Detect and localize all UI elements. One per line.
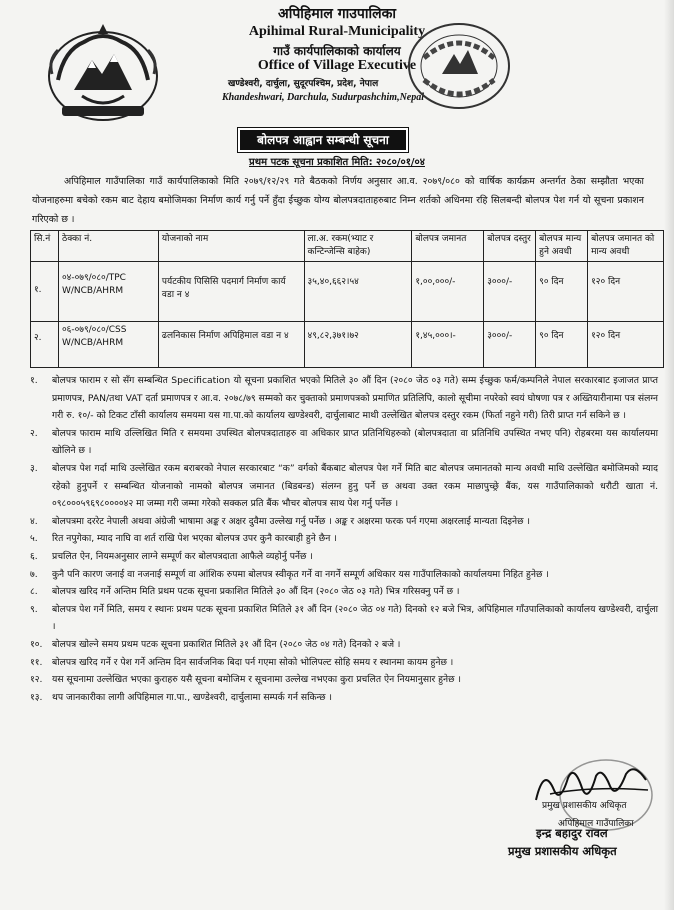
- term-number: ८.: [30, 586, 38, 598]
- term-number: १०.: [30, 638, 43, 650]
- table-cell: १२० दिन: [588, 322, 664, 368]
- table-cell: ढलनिकास निर्माण अपिहिमाल वडा न ४: [158, 322, 304, 368]
- address-np: खण्डेश्वरी, दार्चुला, सुदूरपश्चिम, प्रदेश, नेपाल: [228, 79, 379, 89]
- term-text: बोलपत्रमा दररेट नेपाली अथवा अंग्रेजी भाषामा अङ्क र अक्षर दुवैमा उल्लेख गर्नु पर्नेछ । अङ्क र अक्षरमा फरक पर्न गएमा अक्षरलाई मान्यता दिइनेछ ।: [52, 515, 530, 527]
- table-cell: पर्यटकीय पिसिसि पदमार्ग निर्माण कार्य वडा न ४: [158, 262, 304, 322]
- table-cell: १,००,०००/-: [412, 262, 484, 322]
- signatory-title: प्रमुख प्रशासकीय अधिकृत: [508, 844, 617, 858]
- list-item: [30, 460, 658, 513]
- list-item: [30, 530, 658, 548]
- list-item: [30, 425, 658, 460]
- term-text: थप जानकारीका लागी अपिहिमाल गा.पा., खण्डेश्वरी, दार्चुलामा सम्पर्क गर्न सकिन्छ ।: [52, 691, 332, 703]
- term-text: बोलपत्र फाराम र सो सँग सम्बन्धित Specification यो सूचना प्रकाशित भएको मितिले ३० औं दिन (२०८० जेठ ०३ गते) सम्म ईच्छुक फर्म/कम्पनिले नेपाल सरकारबाट इजाजत प्राप्त प्रमाणपत्र, PAN/तथा VAT दर्ता प्रमाणपत्र र आ.व. २०७८/७९ सम्मको कर चुक्ताको प्रमाणपत्रको प्रमाणित प्रतिलिपि, कालो सूचीमा नपरेको स्वयं घोषणा पत्र र अख्तियारीनामा पत्र संलग्न गरी रु. १०/- को टिकट टाँसी कार्यालय समयमा यस गा.पा.को कार्यालय खण्डेश्वरी, दार्चुलाबाट माथी उल्लेखित बोलपत्र दस्तुर रकम (फिर्ता नहुने गरी) तिरी प्राप्त गर्न सकिने छ ।: [52, 375, 658, 422]
- list-item: [30, 513, 658, 531]
- table-cell: ०४-०७९/०८०/TPC W/NCB/AHRM: [58, 262, 158, 322]
- table-row: [31, 262, 664, 322]
- notice-title: बोलपत्र आह्वान सम्बन्धी सूचना: [238, 128, 408, 152]
- table-header-cell: ठेक्का नं.: [58, 231, 158, 262]
- office-name-en: Office of Village Executive: [257, 58, 417, 73]
- term-text: यस सूचनामा उल्लेखित भएका कुराहरु यसै सूचना बमोजिम र सूचनामा उल्लेख नभएका कुरा प्रचलित ऐन नियमानुसार हुनेछ ।: [52, 674, 461, 686]
- signatory-name: इन्द्र बहादुर रावल: [536, 826, 608, 840]
- table-cell: ०६-०७९/०८०/CSS W/NCB/AHRM: [58, 322, 158, 368]
- table-row: [31, 322, 664, 368]
- table-header-cell: बोलपत्र दस्तुर: [484, 231, 536, 262]
- address-en: Khandeshwari, Darchula, Sudurpashchim,Nepal: [222, 92, 425, 103]
- signature-office: अपिहिमाल गाउँपालिका: [558, 819, 634, 829]
- table-header-cell: बोलपत्र जमानत को मान्य अवधी: [588, 231, 664, 262]
- term-number: ३.: [30, 462, 38, 474]
- tender-table: [30, 230, 664, 368]
- list-item: [30, 601, 658, 636]
- list-item: [30, 689, 658, 707]
- list-item: [30, 372, 658, 425]
- term-number: ५.: [30, 533, 38, 545]
- term-text: बोलपत्र खोल्ने समय प्रथम पटक सूचना प्रकाशित मितिले ३१ औं दिन (२०८० जेठ ०४ गते) दिनको २ बजे ।: [52, 638, 401, 650]
- table-cell: १,४५,०००।-: [412, 322, 484, 368]
- municipality-name-en: Apihimal Rural-Municipality: [248, 24, 426, 39]
- signature-designation: प्रमुख प्रशासकीय अधिकृत: [542, 801, 627, 811]
- office-stamp-icon: [404, 18, 514, 114]
- list-item: [30, 583, 658, 601]
- term-number: ४.: [30, 515, 38, 527]
- notice-subtitle: प्रथम पटक सूचना प्रकाशित मिति: २०८०/०१/०४: [249, 157, 425, 168]
- table-header-cell: बोलपत्र मान्य हुने अवधी: [536, 231, 588, 262]
- term-number: ६.: [30, 550, 38, 562]
- term-number: २.: [30, 427, 38, 439]
- term-text: बोलपत्र फाराम माथि उल्लिखित मिति र समयमा उपस्थित बोलपत्रदाताहरु वा अधिकार प्राप्त प्रतिनिधिहरुको (बोलपत्रदाता वा प्रतिनिधि उपस्थित नभए पनि) रोहबरमा यस कार्यालयमा खोलिने छ ।: [52, 427, 658, 457]
- table-header-cell: ला.अ. रकम(भ्याट र कन्टिन्जेन्सि बाहेक): [304, 231, 412, 262]
- table-cell: २.: [31, 322, 59, 368]
- term-number: ७.: [30, 568, 38, 580]
- list-item: [30, 654, 658, 672]
- term-number: ९.: [30, 603, 38, 615]
- table-cell: ४९,८२,३७१।७२: [304, 322, 412, 368]
- term-text: बोलपत्र खरिद गर्ने अन्तिम मिति प्रथम पटक सूचना प्रकाशित मितिले ३० औं दिन (२०८० जेठ ०३ गते) भित्र गरिसक्नु पर्ने छ ।: [52, 586, 460, 598]
- list-item: [30, 548, 658, 566]
- term-text: रित नपुगेका, म्याद नाघि वा शर्त राखि पेश भएका बोलपत्र उपर कुनै कारबाही हुने छैन ।: [52, 533, 337, 545]
- list-item: [30, 636, 658, 654]
- terms-list: [30, 372, 658, 706]
- term-text: बोलपत्र पेश गर्ने मिति, समय र स्थानः प्रथम पटक सूचना प्रकाशित मितिले ३१ औं दिन (२०८० जेठ ०४ गते) दिनको १२ बजे भित्र, अपिहिमाल गाँउपालिकाको कार्यालय खण्डेश्वरी, दार्चुला ।: [52, 603, 658, 633]
- term-number: ११.: [30, 656, 43, 668]
- table-cell: १.: [31, 262, 59, 322]
- scan-edge: [664, 0, 674, 910]
- municipality-name-np: अपिहिमाल गाउपालिका: [278, 6, 396, 22]
- table-header-row: [31, 231, 664, 262]
- term-text: कुनै पनि कारण जनाई वा नजनाई सम्पूर्ण वा आंशिक रुपमा बोलपत्र स्वीकृत गर्ने वा नगर्ने सम्पूर्ण अधिकार यस गाउँपालिकाको कार्यालयमा निहित हुनेछ ।: [52, 568, 549, 580]
- list-item: [30, 671, 658, 689]
- table-header-cell: बोलपत्र जमानत: [412, 231, 484, 262]
- notice-intro: अपिहिमाल गाउँपालिका गाउँ कार्यपालिकाको मिति २०७९/१२/२९ गते बैठकको निर्णय अनुसार आ.व. २०७९/०८० को वार्षिक कार्यक्रम अन्तर्गत ठेका सम्झौता भएका योजनाहरुमा बचेको रकम बाट देहाय बमोजिमका निर्माण कार्य गर्नु पर्ने हुँदा ईच्छुक योग्य बोलपत्रदाताहरुबाट निम्न शर्तको अधिनमा रहि सिलबन्दी बोलपत्र पेश गर्न यो सूचना प्रकाशन गरिएको छ ।: [32, 176, 644, 225]
- table-cell: ९० दिन: [536, 262, 588, 322]
- list-item: [30, 566, 658, 584]
- table-header-cell: योजनाको नाम: [158, 231, 304, 262]
- term-number: १३.: [30, 691, 43, 703]
- table-cell: ९० दिन: [536, 322, 588, 368]
- table-cell: ३०००/-: [484, 262, 536, 322]
- table-cell: १२० दिन: [588, 262, 664, 322]
- table-cell: ३०००/-: [484, 322, 536, 368]
- term-number: १२.: [30, 674, 43, 686]
- term-number: १.: [30, 375, 38, 386]
- table-cell: ३५,४०,६६२।५४: [304, 262, 412, 322]
- term-text: प्रचलित ऐन, नियमअनुसार लाग्ने सम्पूर्ण कर बोलपत्रदाता आफैले व्यहोर्नु पर्नेछ ।: [52, 550, 313, 562]
- term-text: बोलपत्र पेश गर्दा माथि उल्लेखित रकम बराबरको नेपाल सरकारबाट “क” वर्गको बैंकबाट बोलपत्र पेश गर्ने मिति बाट बोलपत्र जमानतको मान्य अवधी माथि उल्लेखित बमोजिमको म्याद रहेको हुनुपर्ने र सम्बन्धित योजनाको नामको बोलपत्र जमानत (बिडबन्ड) संलग्न हुनु पर्ने छ अथवा उक्त रकम माछापुच्छ्रे बैंक, यस गाउँपालिकाको धरौटी खाता नं. ०९८०००५९६९८००००४२ मा जम्मा गरी जम्मा गरेको सक्कल प्रति बैंक भौचर बोलपत्र साथ पेश गर्नु पर्नेछ ।: [52, 462, 658, 510]
- office-name-np: गाउँ कार्यपालिकाको कार्यालय: [273, 44, 401, 58]
- term-text: बोलपत्र खरिद गर्ने र पेश गर्ने अन्तिम दिन सार्वजनिक बिदा पर्न गएमा सोको भोलिपल्ट सोहि समय र स्थानमा कायम हुनेछ ।: [52, 656, 454, 668]
- table-header-cell: सि.नं: [31, 231, 59, 262]
